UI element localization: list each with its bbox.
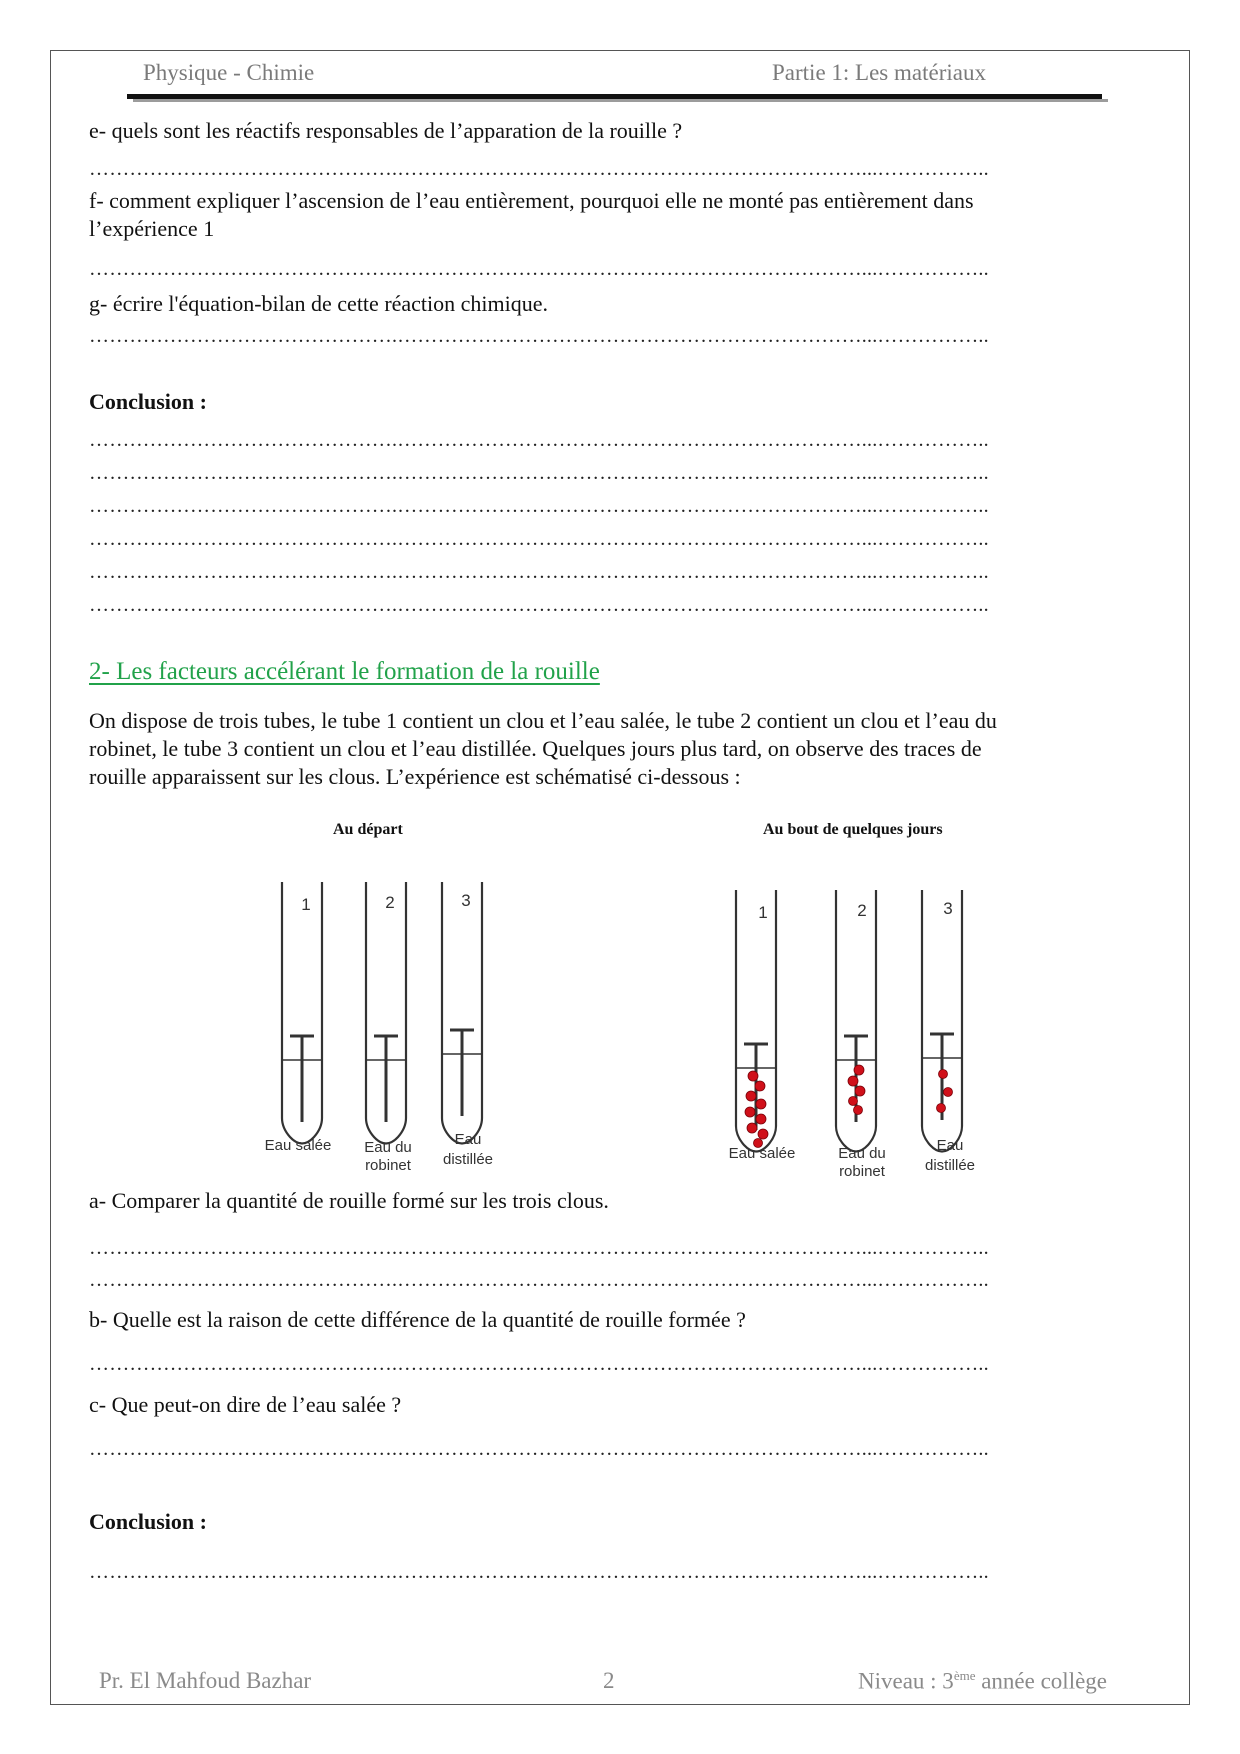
rust-spot (746, 1091, 756, 1101)
tube-labels-after (729, 1137, 975, 1180)
answer-line[interactable]: ……………………………………….……………………………………………………………...…………….. (89, 1353, 989, 1375)
question-c: c- Que peut-on dire de l’eau salée ? (89, 1392, 402, 1417)
question-b: b- Quelle est la raison de cette différence de la quantité de rouille formée ? (89, 1307, 746, 1332)
conclusion-2-label: Conclusion : (89, 1509, 207, 1534)
caption-after-days: Au bout de quelques jours (763, 821, 943, 838)
tube-labels-start (265, 1131, 493, 1174)
header-subject: Physique - Chimie (143, 60, 315, 85)
answer-line[interactable]: ……………………………………….……………………………………………………………...…………….. (89, 561, 989, 583)
level-prefix: Niveau : 3 (858, 1668, 954, 1694)
question-a: a- Comparer la quantité de rouille formé sur les trois clous. (89, 1188, 609, 1213)
answer-line[interactable]: ……………………………………….……………………………………………………………...…………….. (89, 1561, 989, 1583)
tube-number: 1 (758, 903, 768, 922)
answer-line[interactable]: ……………………………………….……………………………………………………………...…………….. (89, 325, 989, 347)
section-2-title: 2- Les facteurs accélérant le formation de la rouille (89, 658, 600, 685)
label-tap-water: Eau du (364, 1139, 412, 1156)
answer-line[interactable]: ……………………………………….……………………………………………………………...…………….. (89, 1237, 989, 1259)
rust-spot (854, 1065, 864, 1075)
rust-spot (756, 1099, 766, 1109)
question-g: g- écrire l'équation-bilan de cette réaction chimique. (89, 291, 549, 316)
rust-spot (855, 1086, 865, 1096)
label-tap-water: robinet (365, 1157, 411, 1174)
rust-spot (854, 1106, 863, 1115)
question-f-line1: f- comment expliquer l’ascension de l’eau entièrement, pourquoi elle ne monté pas entièrement dans (89, 188, 974, 213)
tube-group-start (282, 882, 482, 1144)
label-tap-water: robinet (839, 1163, 885, 1180)
tube-group-after (736, 890, 962, 1152)
answer-line[interactable]: ……………………………………….……………………………………………………………...…………….. (89, 258, 989, 280)
conclusion-1-label: Conclusion : (89, 389, 207, 414)
label-distilled-water: distillée (924, 1157, 976, 1174)
tube-number: 3 (461, 891, 471, 910)
label-distilled-water: Eau (454, 1131, 482, 1148)
rust-spot (849, 1097, 858, 1106)
label-salt-water: Eau salée (728, 1145, 796, 1162)
answer-line[interactable]: ……………………………………….……………………………………………………………...…………….. (89, 429, 989, 451)
footer-author: Pr. El Mahfoud Bazhar (99, 1668, 312, 1693)
page-number: 2 (603, 1668, 615, 1693)
header-rule (127, 94, 1102, 99)
answer-line[interactable]: ……………………………………….……………………………………………………………...…………….. (89, 594, 989, 616)
rust-spot (939, 1070, 948, 1079)
rust-experiment-figure (0, 860, 1240, 1190)
answer-line[interactable]: ……………………………………….……………………………………………………………...…………….. (89, 158, 989, 180)
header-part: Partie 1: Les matériaux (772, 60, 986, 85)
rust-spot (748, 1071, 758, 1081)
answer-line[interactable]: ……………………………………….……………………………………………………………...…………….. (89, 495, 989, 517)
intro-line-2: robinet, le tube 3 contient un clou et l’eau distillée. Quelques jours plus tard, on observe des traces de (89, 736, 982, 761)
rust-spot (755, 1081, 765, 1091)
tube-number: 3 (943, 899, 953, 918)
answer-line[interactable]: ……………………………………….……………………………………………………………...…………….. (89, 462, 989, 484)
rust-spot (756, 1114, 766, 1124)
caption-start: Au départ (333, 821, 403, 838)
rust-spot (758, 1129, 768, 1139)
label-salt-water: Eau salée (264, 1137, 332, 1154)
tube-number: 2 (857, 901, 867, 920)
rust-spot (944, 1088, 953, 1097)
rust-spot (747, 1123, 757, 1133)
question-e: e- quels sont les réactifs responsables de l’apparation de la rouille ? (89, 118, 683, 143)
tube-number: 2 (385, 893, 395, 912)
level-suffix: année collège (975, 1668, 1107, 1694)
answer-line[interactable]: ……………………………………….……………………………………………………………...…………….. (89, 1438, 989, 1460)
footer-level (858, 1668, 1107, 1695)
label-distilled-water: Eau (936, 1137, 964, 1154)
intro-line-1: On dispose de trois tubes, le tube 1 contient un clou et l’eau salée, le tube 2 contient un clou et l’eau du (89, 708, 997, 733)
header-rule-shadow (133, 99, 1108, 102)
intro-line-3: rouille apparaissent sur les clous. L’expérience est schématisé ci-dessous : (89, 764, 741, 789)
rust-spot (937, 1104, 946, 1113)
rust-spot (848, 1076, 858, 1086)
answer-line[interactable]: ……………………………………….……………………………………………………………...…………….. (89, 1269, 989, 1291)
tube-numbers-after (758, 899, 952, 922)
answer-line[interactable]: ……………………………………….……………………………………………………………...…………….. (89, 528, 989, 550)
label-distilled-water: distillée (442, 1151, 494, 1168)
level-sup: ème (953, 1668, 976, 1683)
question-f-line2: l’expérience 1 (89, 216, 215, 241)
tube-number: 1 (301, 895, 311, 914)
rust-spot (745, 1107, 755, 1117)
label-tap-water: Eau du (838, 1145, 886, 1162)
tube-numbers-start (301, 891, 470, 914)
